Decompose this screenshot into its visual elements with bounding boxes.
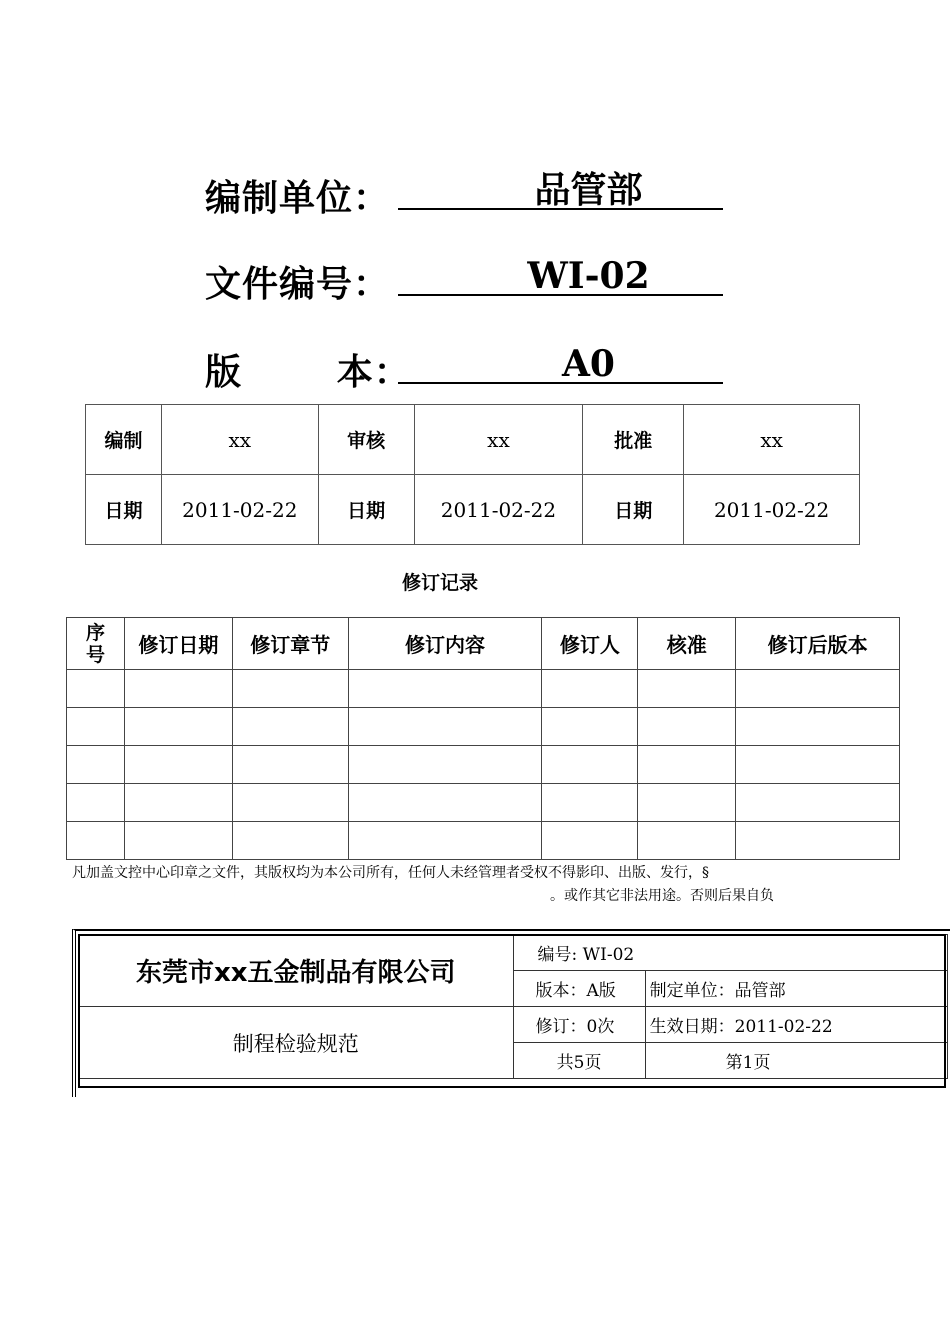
revision-cell — [232, 708, 348, 746]
revision-cell — [638, 784, 736, 822]
col-seq: 序 号 — [67, 618, 125, 670]
revision-cell — [232, 822, 348, 860]
approval-table — [85, 404, 860, 545]
footer-table — [78, 934, 948, 1079]
revision-cell — [67, 670, 125, 708]
prepared-label: 编制 — [86, 405, 162, 475]
revision-row — [67, 746, 900, 784]
revision-cell — [232, 784, 348, 822]
revision-cell — [67, 784, 125, 822]
reviewed-label: 审核 — [318, 405, 414, 475]
revision-cell — [542, 670, 638, 708]
date-label: 日期 — [583, 475, 684, 545]
unit-label: 编制单位： — [205, 177, 391, 219]
doc-title: 制程检验规范 — [79, 1007, 514, 1079]
revision-cell — [124, 822, 232, 860]
company-name: 东莞市xx五金制品有限公司 — [79, 935, 514, 1007]
unit-value: 品管部 — [398, 172, 723, 210]
approved-by: xx — [684, 405, 860, 475]
revision-cell — [348, 708, 542, 746]
revision-cell — [124, 746, 232, 784]
revision-cell — [348, 784, 542, 822]
col-content: 修订内容 — [348, 618, 542, 670]
doc-revision: 修订：0次 — [513, 1007, 645, 1043]
revision-cell — [67, 708, 125, 746]
doc-version: 版本：A版 — [513, 971, 645, 1007]
revision-cell — [124, 708, 232, 746]
revision-cell — [348, 746, 542, 784]
disclaimer-line-2: 。或作其它非法用途。否则后果自负 — [550, 888, 774, 904]
approved-date: 2011-02-22 — [684, 475, 860, 545]
approval-row-dates — [86, 475, 860, 545]
prepared-date: 2011-02-22 — [161, 475, 318, 545]
revision-cell — [736, 822, 900, 860]
revision-cell — [638, 670, 736, 708]
revision-cell — [124, 784, 232, 822]
reviewed-by: xx — [414, 405, 583, 475]
footer-row — [79, 1007, 948, 1043]
reviewed-date: 2011-02-22 — [414, 475, 583, 545]
revision-cell — [736, 784, 900, 822]
revision-title: 修订记录 — [401, 572, 478, 594]
doc-effective-date: 生效日期：2011-02-22 — [645, 1007, 947, 1043]
col-new-version: 修订后版本 — [736, 618, 900, 670]
revision-cell — [348, 822, 542, 860]
page-number: 第1页 — [645, 1043, 947, 1079]
revision-cell — [67, 746, 125, 784]
revision-cell — [542, 822, 638, 860]
footer-row — [79, 935, 948, 971]
revision-cell — [232, 746, 348, 784]
docno-label: 文件编号： — [205, 263, 391, 305]
revision-cell — [736, 708, 900, 746]
version-value: A0 — [398, 346, 723, 384]
col-reviser: 修订人 — [542, 618, 638, 670]
revision-row — [67, 708, 900, 746]
revision-cell — [348, 670, 542, 708]
date-label: 日期 — [86, 475, 162, 545]
approved-label: 批准 — [583, 405, 684, 475]
revision-header — [67, 618, 900, 670]
disclaimer-line-1: 凡加盖文控中心印章之文件，其版权均为本公司所有，任何人未经管理者受权不得影印、出版、发行，§ — [72, 865, 709, 881]
revision-cell — [638, 822, 736, 860]
revision-row — [67, 784, 900, 822]
revision-cell — [542, 708, 638, 746]
col-approver: 核准 — [638, 618, 736, 670]
col-date: 修订日期 — [124, 618, 232, 670]
revision-cell — [736, 670, 900, 708]
approval-row-names — [86, 405, 860, 475]
version-label: 版 本： — [205, 351, 411, 393]
revision-table — [66, 617, 900, 860]
revision-cell — [67, 822, 125, 860]
revision-cell — [232, 670, 348, 708]
docno-value: WI-02 — [398, 258, 723, 296]
revision-cell — [542, 784, 638, 822]
revision-cell — [124, 670, 232, 708]
revision-cell — [638, 708, 736, 746]
total-pages: 共5页 — [513, 1043, 645, 1079]
revision-cell — [736, 746, 900, 784]
date-label: 日期 — [318, 475, 414, 545]
prepared-by: xx — [161, 405, 318, 475]
col-section: 修订章节 — [232, 618, 348, 670]
revision-row — [67, 670, 900, 708]
revision-row — [67, 822, 900, 860]
revision-cell — [542, 746, 638, 784]
doc-number: 编号: WI-02 — [513, 935, 948, 971]
doc-issuer: 制定单位：品管部 — [645, 971, 947, 1007]
revision-cell — [638, 746, 736, 784]
